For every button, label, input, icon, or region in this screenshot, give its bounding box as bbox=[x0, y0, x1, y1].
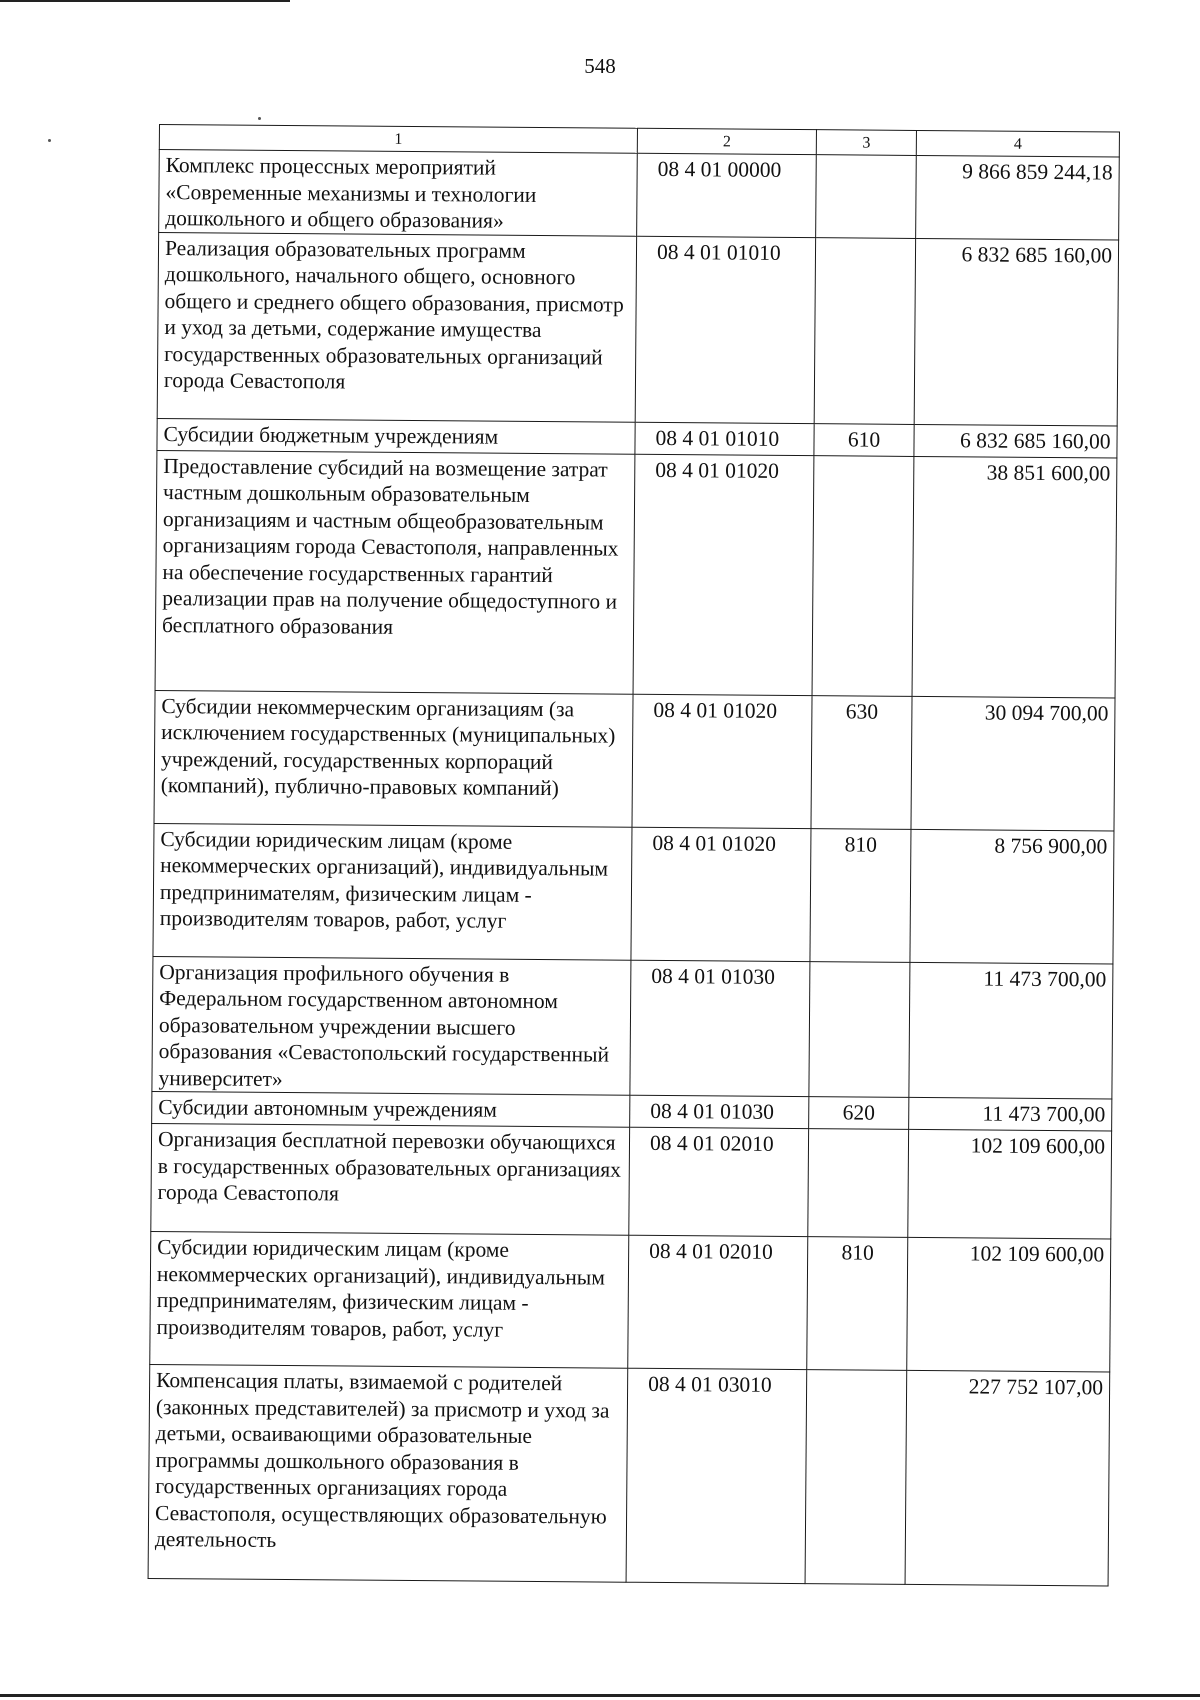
top-scan-rule bbox=[0, 0, 290, 2]
row-code-cell: 08 4 01 01010 bbox=[635, 236, 815, 423]
row-code-cell: 08 4 01 02010 bbox=[628, 1235, 808, 1369]
row-name-cell: Предоставление субсидий на возмещение затрат частным дошкольным образовательным организациям и частным общеобразовательным организациям города Севастополя, направленных на обеспечение государственных гарантий реализации прав на получение общедоступного и бесплатного образования bbox=[155, 450, 635, 694]
column-header-name: 1 bbox=[159, 125, 637, 154]
row-name-cell: Субсидии некоммерческим организациям (за исключением государственных (муниципальных) учреждений, государственных корпораций (компаний), публично-правовых компаний) bbox=[154, 690, 633, 827]
row-expense-type-cell bbox=[805, 1370, 907, 1585]
column-header-code: 2 bbox=[637, 128, 816, 154]
row-name-cell: Субсидии юридическим лицам (кроме некоммерческих организаций), индивидуальным предпринимателям, физическим лицам - производителям товаров, работ, услуг bbox=[153, 823, 632, 960]
row-amount-cell: 30 094 700,00 bbox=[911, 696, 1115, 831]
row-amount-cell: 6 832 685 160,00 bbox=[914, 238, 1118, 426]
row-expense-type-cell: 630 bbox=[811, 695, 912, 829]
row-amount-cell: 38 851 600,00 bbox=[912, 456, 1117, 698]
row-expense-type-cell bbox=[812, 455, 914, 696]
row-code-cell: 08 4 01 02010 bbox=[629, 1127, 809, 1236]
bottom-scan-rule bbox=[0, 1694, 1200, 1697]
row-code-cell: 08 4 01 01030 bbox=[630, 960, 810, 1097]
row-expense-type-cell bbox=[808, 1129, 909, 1238]
row-amount-cell: 227 752 107,00 bbox=[905, 1370, 1110, 1586]
row-name-cell: Субсидии юридическим лицам (кроме некоммерческих организаций), индивидуальным предпринимателям, физическим лицам - производителям товаров, работ, услуг bbox=[150, 1231, 629, 1368]
row-expense-type-cell bbox=[809, 961, 910, 1097]
table-row bbox=[151, 1123, 1112, 1239]
table-row bbox=[148, 1364, 1110, 1586]
row-code-cell: 08 4 01 01020 bbox=[631, 827, 811, 961]
row-name-cell: Комплекс процессных мероприятий «Современные механизмы и технологии дошкольного и общего образования» bbox=[159, 150, 638, 236]
row-name-cell: Компенсация платы, взимаемой с родителей (законных представителей) за присмотр и уход за детьми, осваивающими образовательные программы дошкольного образования в государственных организациях города Севастополя, осуществляющих образовательную деятельность bbox=[148, 1364, 628, 1582]
row-amount-cell: 102 109 600,00 bbox=[907, 1237, 1111, 1372]
table-row bbox=[154, 690, 1115, 831]
row-name-cell: Организация бесплатной перевозки обучающихся в государственных образовательных организациях города Севастополя bbox=[151, 1123, 630, 1235]
table-row bbox=[157, 232, 1118, 426]
row-code-cell: 08 4 01 01020 bbox=[632, 694, 812, 828]
scan-speck bbox=[258, 117, 261, 120]
row-expense-type-cell: 810 bbox=[810, 828, 911, 962]
row-amount-cell: 11 473 700,00 bbox=[909, 962, 1113, 1099]
table-row bbox=[153, 823, 1114, 964]
row-amount-cell: 11 473 700,00 bbox=[909, 1097, 1112, 1131]
row-code-cell: 08 4 01 01020 bbox=[633, 454, 814, 695]
row-amount-cell: 102 109 600,00 bbox=[908, 1129, 1112, 1239]
row-amount-cell: 6 832 685 160,00 bbox=[914, 424, 1117, 458]
row-amount-cell: 8 756 900,00 bbox=[910, 829, 1114, 964]
table-row bbox=[155, 450, 1117, 698]
row-name-cell: Реализация образовательных программ дошкольного, начального общего, основного общего и среднего общего образования, присмотр и уход за детьми, содержание имущества государственных образовательных организаций города Севастополя bbox=[157, 232, 636, 422]
row-name-cell: Субсидии бюджетным учреждениям bbox=[157, 418, 635, 454]
page-number: 548 bbox=[584, 54, 616, 78]
row-expense-type-cell bbox=[814, 237, 915, 424]
table-row bbox=[159, 150, 1120, 240]
scan-speck bbox=[48, 139, 51, 142]
table-row bbox=[150, 1231, 1111, 1372]
row-amount-cell: 9 866 859 244,18 bbox=[916, 155, 1120, 239]
column-header-expense-type: 3 bbox=[816, 130, 916, 156]
table-row bbox=[152, 956, 1113, 1099]
row-expense-type-cell: 610 bbox=[814, 423, 914, 456]
row-name-cell: Организация профильного обучения в Федеральном государственном автономном образовательном учреждении высшего образования «Севастопольский государственный университет» bbox=[152, 956, 631, 1095]
row-code-cell: 08 4 01 01010 bbox=[635, 422, 814, 455]
row-expense-type-cell: 810 bbox=[807, 1237, 908, 1371]
row-expense-type-cell bbox=[816, 155, 917, 238]
budget-table bbox=[148, 124, 1120, 1587]
column-header-amount: 4 bbox=[916, 130, 1119, 157]
row-code-cell: 08 4 01 00000 bbox=[637, 153, 817, 237]
row-code-cell: 08 4 01 03010 bbox=[626, 1368, 807, 1583]
row-name-cell: Субсидии автономным учреждениям bbox=[152, 1091, 630, 1127]
row-expense-type-cell: 620 bbox=[809, 1097, 909, 1130]
row-code-cell: 08 4 01 01030 bbox=[630, 1095, 809, 1128]
